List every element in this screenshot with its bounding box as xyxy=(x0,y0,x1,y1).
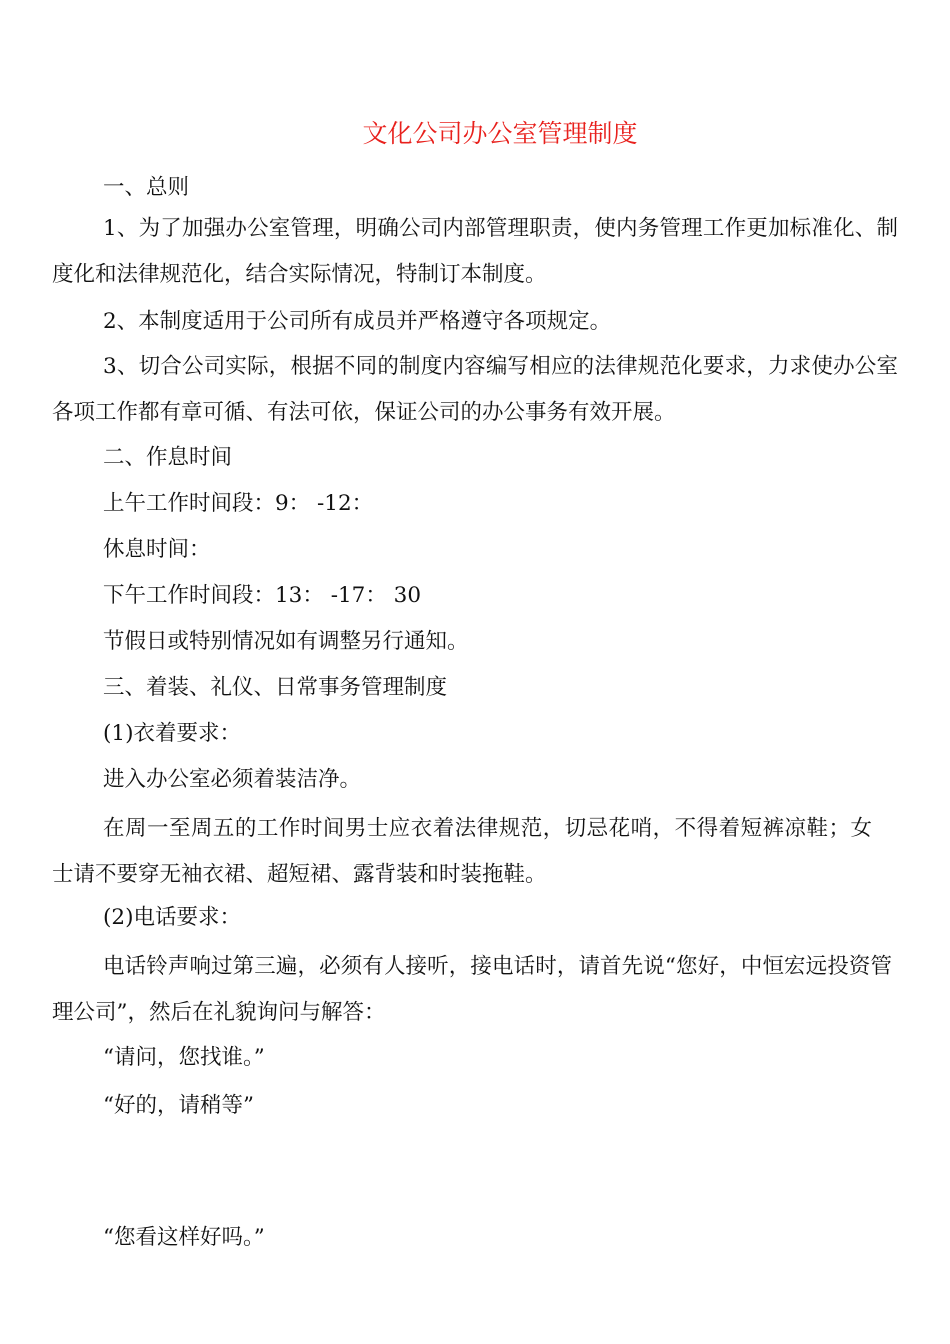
document-title: 文化公司办公室管理制度 xyxy=(362,119,638,148)
phone-phrase-wait: “好的，请稍等” xyxy=(103,1093,254,1118)
paragraph-purpose: 1、为了加强办公室管理，明确公司内部管理职责，使内务管理工作更加标准化、制度化和法律规范化，结合实际情况，特制订本制度。 xyxy=(52,216,898,287)
phone-phrase-who: “请问，您找谁。” xyxy=(103,1045,265,1070)
holiday-note: 节假日或特别情况如有调整另行通知。 xyxy=(103,629,469,654)
section-heading-schedule: 二、作息时间 xyxy=(103,445,233,470)
phone-phrase-ok: “您看这样好吗。” xyxy=(103,1225,265,1250)
section-heading-general: 一、总则 xyxy=(103,175,190,200)
subheading-phone: (2)电话要求： xyxy=(103,905,241,930)
paragraph-practice: 3、切合公司实际，根据不同的制度内容编写相应的法律规范化要求，力求使办公室各项工作都有章可循、有法可依，保证公司的办公事务有效开展。 xyxy=(52,354,898,425)
morning-hours: 上午工作时间段：9： -12： xyxy=(103,491,374,516)
paragraph-phone-rules: 电话铃声响过第三遍，必须有人接听，接电话时，请首先说“您好，中恒宏远投资管理公司”，然后在礼貌询问与解答： xyxy=(52,954,892,1025)
paragraph-dress-rules: 在周一至周五的工作时间男士应衣着法律规范，切忌花哨，不得着短裤凉鞋；女士请不要穿无袖衣裙、超短裙、露背装和时装拖鞋。 xyxy=(52,816,872,887)
subheading-dress: (1)衣着要求： xyxy=(103,721,241,746)
section-heading-conduct: 三、着装、礼仪、日常事务管理制度 xyxy=(103,675,448,700)
rest-time: 休息时间： xyxy=(103,537,211,562)
paragraph-dress-clean: 进入办公室必须着装洁净。 xyxy=(103,767,362,792)
afternoon-hours: 下午工作时间段：13： -17： 30 xyxy=(103,583,422,608)
paragraph-scope: 2、本制度适用于公司所有成员并严格遵守各项规定。 xyxy=(103,309,612,334)
